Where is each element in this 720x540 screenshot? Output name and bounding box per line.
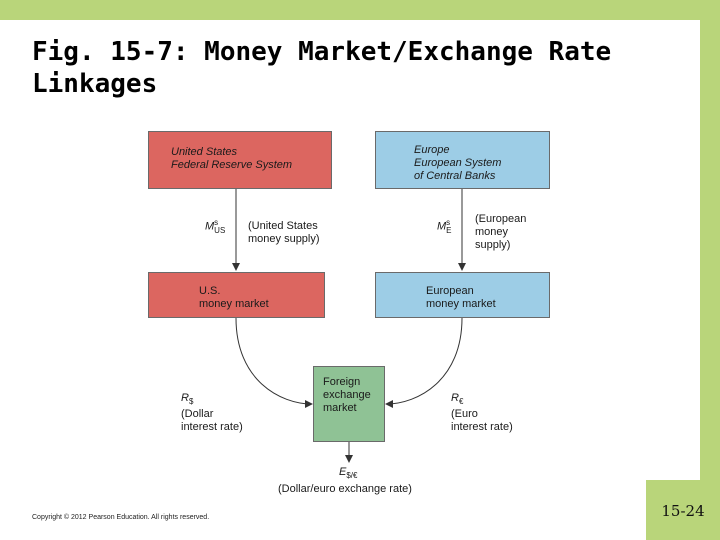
arrow-us-market-to-forex [236, 318, 312, 404]
us-fed-box: United States Federal Reserve System [148, 131, 332, 189]
euro-rate-symbol: $R_€$ [451, 392, 464, 407]
european-money-market-box: European money market [375, 272, 550, 318]
page-number: 15-24 [661, 502, 705, 520]
exchange-rate-label: (Dollar/euro exchange rate) [278, 483, 412, 495]
copyright-notice: Copyright © 2012 Pearson Education. All rights reserved. [32, 514, 210, 521]
page-number-box [646, 480, 720, 540]
exchange-rate-symbol: $E_{\$/€}$ [339, 466, 358, 481]
us-money-market-box: U.S. money market [148, 272, 325, 318]
dollar-rate-symbol: $R_{\$}$ [181, 392, 194, 407]
dollar-interest-rate-label: (Dollar interest rate) [181, 408, 243, 433]
us-money-supply-symbol: $M^s_{US}$ [205, 218, 226, 235]
eu-money-supply-symbol: $M^s_E$ [437, 218, 452, 235]
euro-interest-rate-label: (Euro interest rate) [451, 408, 513, 433]
europe-ecb-box: Europe European System of Central Banks [375, 131, 550, 189]
slide-title: Fig. 15-7: Money Market/Exchange Rate Linkages [32, 37, 612, 99]
eu-money-supply-label: (European money supply) [475, 213, 527, 251]
us-money-supply-label: (United States money supply) [248, 220, 320, 245]
forex-market-box: Foreign exchange market [313, 366, 385, 442]
